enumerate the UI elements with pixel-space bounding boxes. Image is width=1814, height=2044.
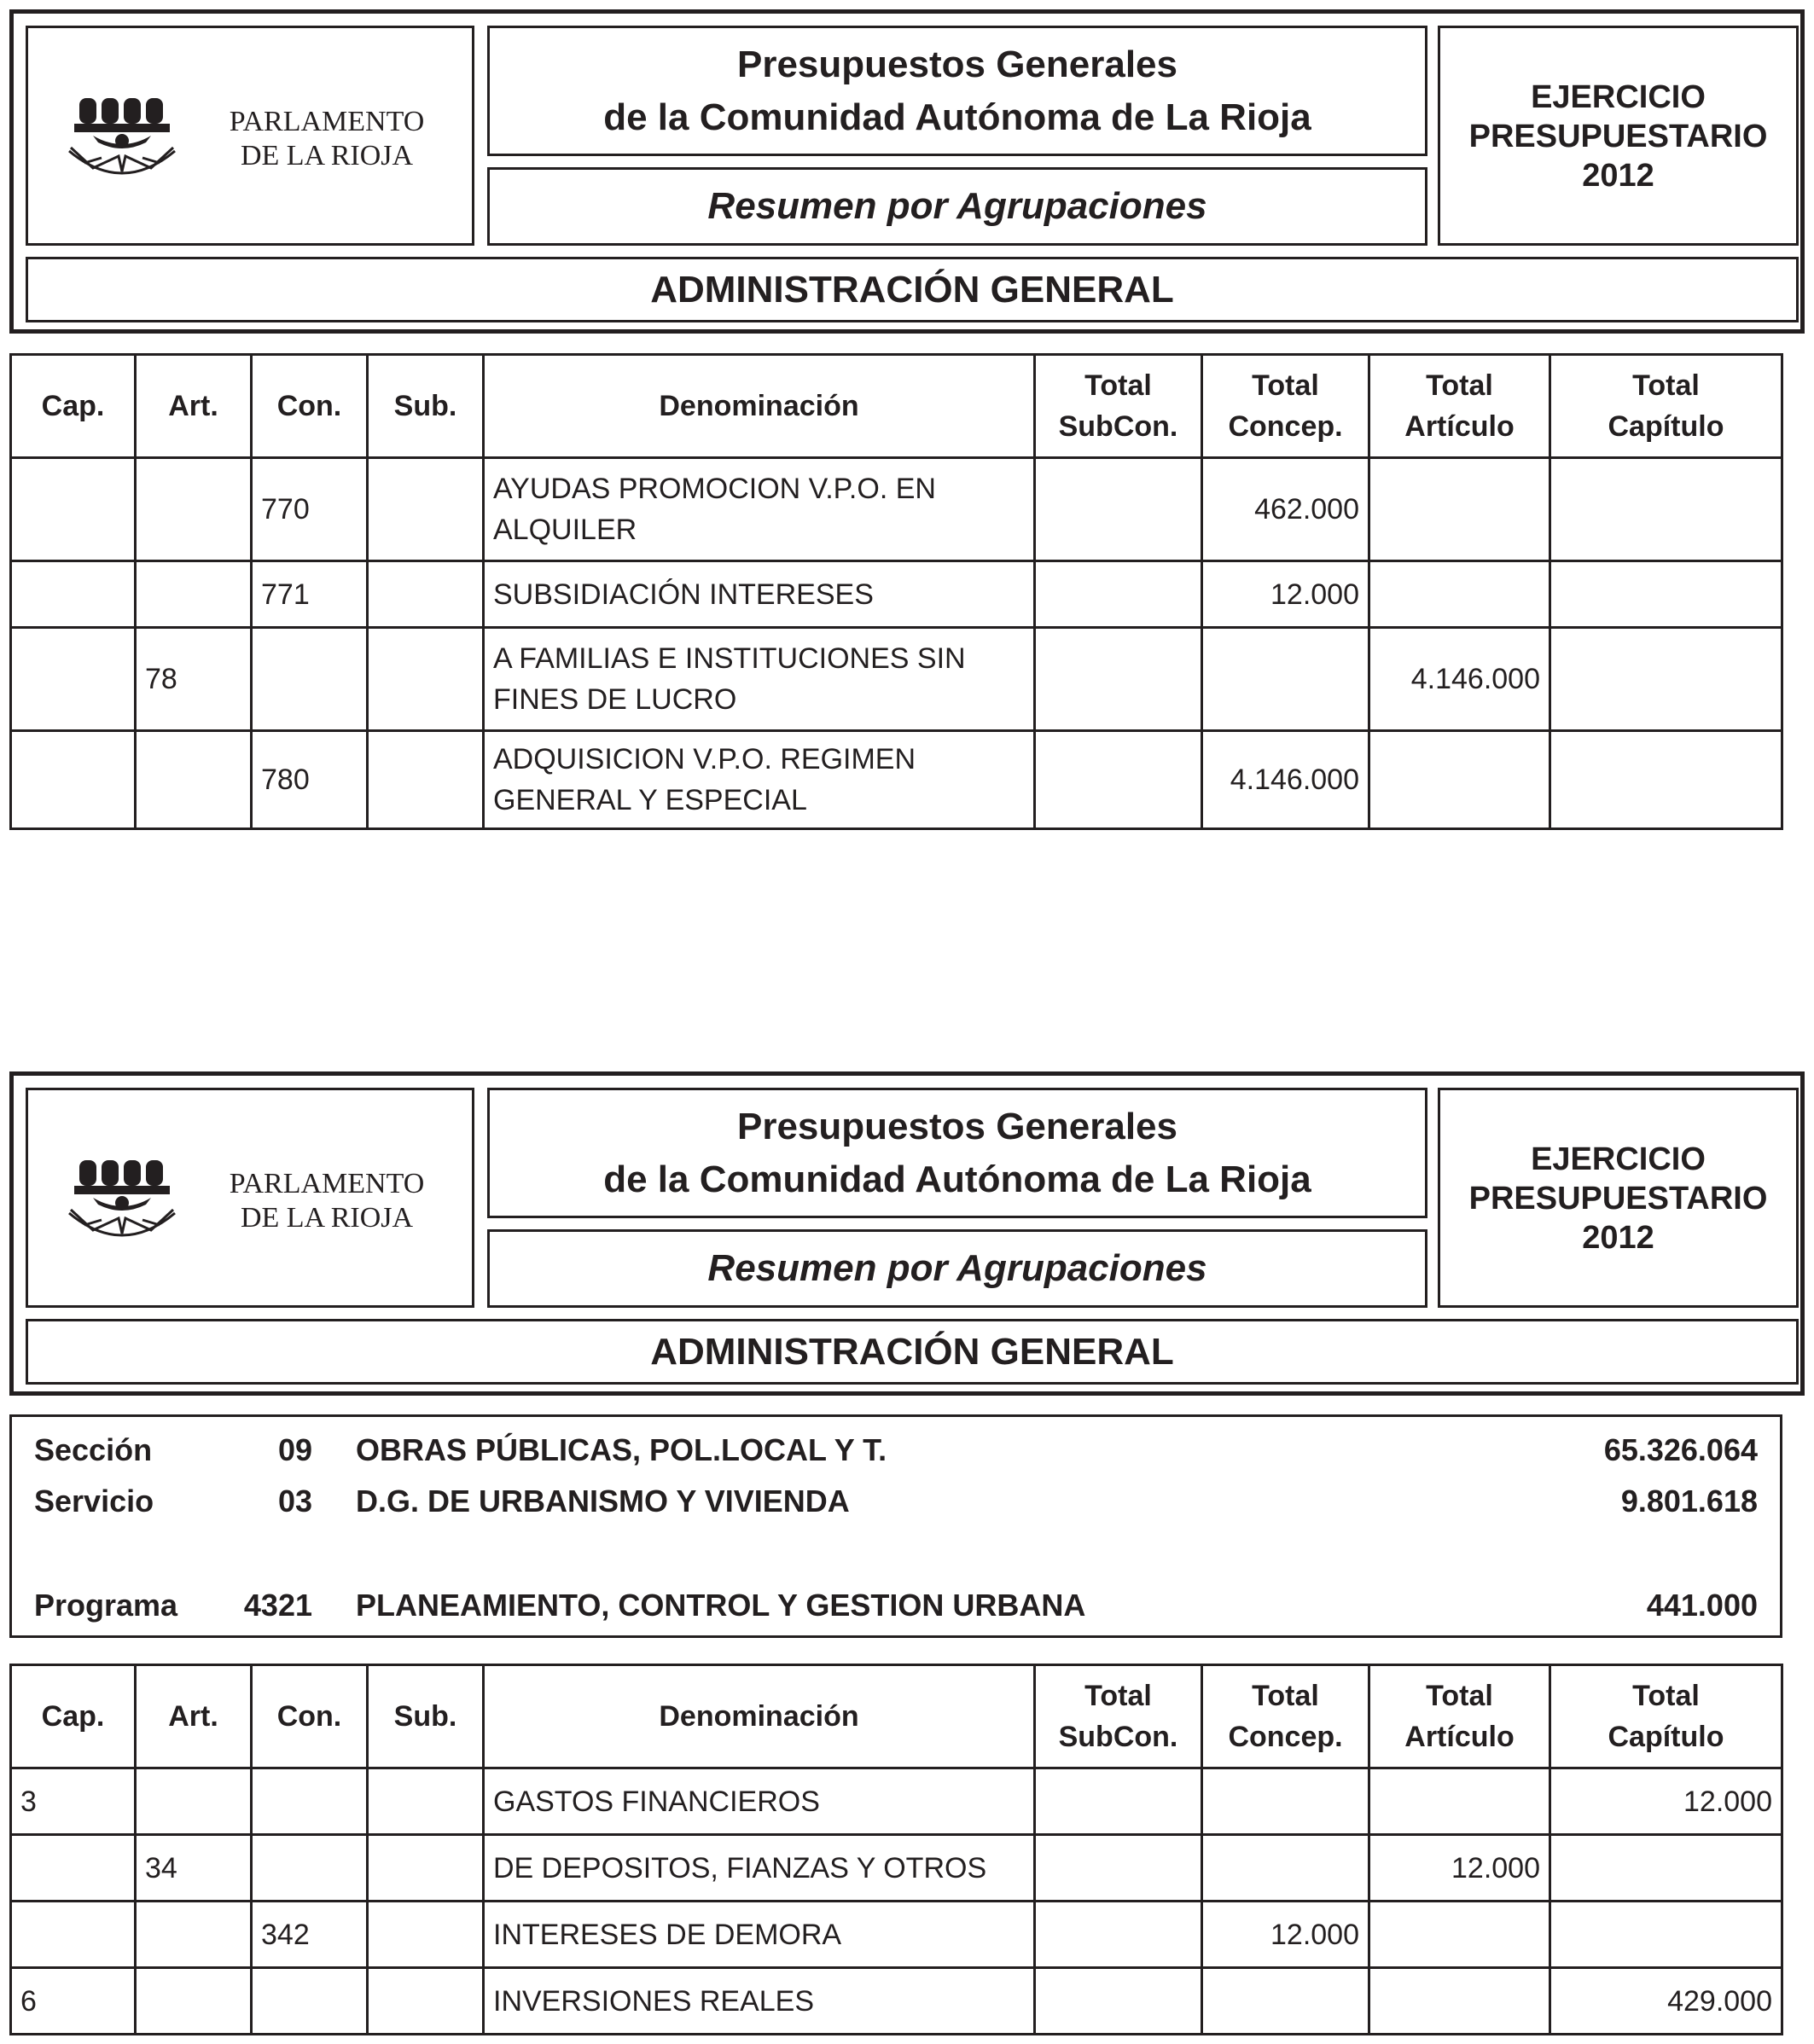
administration-title: ADMINISTRACIÓN GENERAL bbox=[26, 257, 1799, 322]
fiscal-year-panel bbox=[1438, 1088, 1799, 1308]
col-total-capitulo: Total Capítulo bbox=[1550, 1665, 1782, 1768]
table-row bbox=[11, 561, 1782, 628]
servicio-label: Servicio bbox=[34, 1484, 154, 1518]
parliament-name bbox=[216, 1167, 438, 1235]
document-subtitle: Resumen por Agrupaciones bbox=[487, 1229, 1427, 1308]
cell-cap bbox=[11, 731, 136, 829]
servicio-row bbox=[12, 1484, 1780, 1526]
programa-name: PLANEAMIENTO, CONTROL Y GESTION URBANA bbox=[356, 1588, 1086, 1623]
col-denominacion: Denominación bbox=[484, 355, 1035, 458]
seccion-amount: 65.326.064 bbox=[1603, 1432, 1758, 1467]
servicio-name: D.G. DE URBANISMO Y VIVIENDA bbox=[356, 1484, 850, 1518]
cell-sub bbox=[368, 561, 484, 628]
cell-capitulo bbox=[1550, 628, 1782, 731]
parliament-name-line1: PARLAMENTO bbox=[229, 106, 425, 137]
col-total-concep: Total Concep. bbox=[1202, 1665, 1369, 1768]
cell-cap bbox=[11, 1835, 136, 1902]
cell-subcon bbox=[1035, 1902, 1202, 1968]
cell-articulo bbox=[1369, 458, 1550, 561]
title-line1: Presupuestos Generales bbox=[736, 1105, 1177, 1147]
cell-con: 342 bbox=[252, 1902, 368, 1968]
col-art: Art. bbox=[136, 355, 252, 458]
col-total-subcon: Total SubCon. bbox=[1035, 355, 1202, 458]
cell-cap bbox=[11, 561, 136, 628]
col-cap: Cap. bbox=[11, 355, 136, 458]
parliament-name-line1: PARLAMENTO bbox=[229, 1168, 425, 1199]
cell-sub bbox=[368, 458, 484, 561]
cell-concep bbox=[1202, 628, 1369, 731]
title-line2: de la Comunidad Autónoma de La Rioja bbox=[603, 96, 1311, 138]
table-row bbox=[11, 1835, 1782, 1902]
cell-denominacion: INVERSIONES REALES bbox=[484, 1968, 1035, 2035]
seccion-code: 09 bbox=[277, 1432, 312, 1467]
title-line1: Presupuestos Generales bbox=[736, 43, 1177, 85]
cell-sub bbox=[368, 1835, 484, 1902]
cell-articulo: 4.146.000 bbox=[1369, 628, 1550, 731]
cell-art bbox=[136, 1768, 252, 1835]
cell-art bbox=[136, 1968, 252, 2035]
cell-cap: 3 bbox=[11, 1768, 136, 1835]
cell-capitulo bbox=[1550, 731, 1782, 829]
cell-art: 78 bbox=[136, 628, 252, 731]
page-header-2 bbox=[9, 1071, 1805, 1396]
section-summary bbox=[9, 1414, 1782, 1638]
presupuestario-label: PRESUPUESTARIO bbox=[1468, 1181, 1768, 1217]
cell-cap bbox=[11, 628, 136, 731]
cell-articulo: 12.000 bbox=[1369, 1835, 1550, 1902]
cell-con: 780 bbox=[252, 731, 368, 829]
servicio-code: 03 bbox=[277, 1484, 312, 1518]
table-row bbox=[11, 628, 1782, 731]
programa-amount: 441.000 bbox=[1646, 1588, 1758, 1623]
cell-subcon bbox=[1035, 731, 1202, 829]
cell-concep: 12.000 bbox=[1202, 561, 1369, 628]
col-total-capitulo: Total Capítulo bbox=[1550, 355, 1782, 458]
cell-sub bbox=[368, 628, 484, 731]
servicio-amount: 9.801.618 bbox=[1620, 1484, 1758, 1518]
col-con: Con. bbox=[252, 1665, 368, 1768]
cell-sub bbox=[368, 731, 484, 829]
seccion-name: OBRAS PÚBLICAS, POL.LOCAL Y T. bbox=[356, 1432, 887, 1467]
cell-subcon bbox=[1035, 458, 1202, 561]
parliament-name-line2: DE LA RIOJA bbox=[240, 140, 414, 171]
title-line2: de la Comunidad Autónoma de La Rioja bbox=[603, 1158, 1311, 1200]
col-denominacion: Denominación bbox=[484, 1665, 1035, 1768]
budget-table-1 bbox=[9, 353, 1783, 830]
cell-con bbox=[252, 1968, 368, 2035]
cell-concep: 12.000 bbox=[1202, 1902, 1369, 1968]
ejercicio-label: EJERCICIO bbox=[1531, 1141, 1706, 1177]
cell-art bbox=[136, 1902, 252, 1968]
parliament-name-line2: DE LA RIOJA bbox=[240, 1202, 414, 1234]
cell-articulo bbox=[1369, 1768, 1550, 1835]
cell-con: 770 bbox=[252, 458, 368, 561]
cell-capitulo bbox=[1550, 458, 1782, 561]
cell-con bbox=[252, 1768, 368, 1835]
document-title bbox=[487, 1088, 1427, 1218]
table-header-row bbox=[11, 355, 1782, 458]
document-title bbox=[487, 26, 1427, 156]
administration-title: ADMINISTRACIÓN GENERAL bbox=[26, 1319, 1799, 1385]
table-row bbox=[11, 1902, 1782, 1968]
presupuestario-label: PRESUPUESTARIO bbox=[1468, 119, 1768, 154]
col-total-concep: Total Concep. bbox=[1202, 355, 1369, 458]
fiscal-year: 2012 bbox=[1582, 158, 1654, 194]
cell-concep bbox=[1202, 1768, 1369, 1835]
cell-sub bbox=[368, 1768, 484, 1835]
cell-denominacion: ADQUISICION V.P.O. REGIMEN GENERAL Y ESPECIAL bbox=[484, 731, 1035, 829]
cell-art bbox=[136, 458, 252, 561]
cell-concep bbox=[1202, 1968, 1369, 2035]
table-row bbox=[11, 458, 1782, 561]
cell-cap bbox=[11, 1902, 136, 1968]
col-art: Art. bbox=[136, 1665, 252, 1768]
cell-subcon bbox=[1035, 561, 1202, 628]
cell-concep bbox=[1202, 1835, 1369, 1902]
cell-cap: 6 bbox=[20, 1984, 37, 2018]
fiscal-year-panel bbox=[1438, 26, 1799, 246]
cell-denominacion: SUBSIDIACIÓN INTERESES bbox=[484, 561, 1035, 628]
cell-capitulo: 429.000 bbox=[1550, 1968, 1782, 2035]
table-row bbox=[11, 1768, 1782, 1835]
col-sub: Sub. bbox=[368, 355, 484, 458]
cell-denominacion: GASTOS FINANCIEROS bbox=[484, 1768, 1035, 1835]
ejercicio-label: EJERCICIO bbox=[1531, 79, 1706, 115]
cell-denominacion: DE DEPOSITOS, FIANZAS Y OTROS bbox=[484, 1835, 1035, 1902]
cell-sub bbox=[368, 1902, 484, 1968]
col-cap: Cap. bbox=[11, 1665, 136, 1768]
cell-denominacion: AYUDAS PROMOCION V.P.O. EN ALQUILER bbox=[484, 458, 1035, 561]
cell-subcon bbox=[1035, 628, 1202, 731]
col-total-articulo: Total Artículo bbox=[1369, 355, 1550, 458]
cell-subcon bbox=[1035, 1768, 1202, 1835]
cell-art bbox=[136, 731, 252, 829]
cell-sub bbox=[368, 1968, 484, 2035]
programa-code: 4321 bbox=[243, 1588, 312, 1623]
seccion-label: Sección bbox=[34, 1432, 153, 1467]
cell-con: 771 bbox=[252, 561, 368, 628]
cell-articulo bbox=[1369, 731, 1550, 829]
cell-con bbox=[252, 1835, 368, 1902]
cell-art: 34 bbox=[136, 1835, 252, 1902]
cell-capitulo: 12.000 bbox=[1550, 1768, 1782, 1835]
col-total-articulo: Total Artículo bbox=[1369, 1665, 1550, 1768]
cell-art bbox=[136, 561, 252, 628]
cell-cap bbox=[11, 458, 136, 561]
cell-capitulo bbox=[1550, 1902, 1782, 1968]
page-header-1 bbox=[9, 9, 1805, 334]
cell-subcon bbox=[1035, 1835, 1202, 1902]
logo-panel bbox=[26, 26, 474, 246]
parliament-logo-icon bbox=[67, 86, 204, 189]
cell-con bbox=[252, 628, 368, 731]
parliament-logo-icon bbox=[67, 1148, 204, 1251]
cell-denominacion: INTERESES DE DEMORA bbox=[484, 1902, 1035, 1968]
cell-denominacion: A FAMILIAS E INSTITUCIONES SIN FINES DE LUCRO bbox=[484, 628, 1035, 731]
programa-row bbox=[12, 1588, 1780, 1630]
table-row bbox=[11, 731, 1782, 829]
table-header-row bbox=[11, 1665, 1782, 1768]
cell-articulo bbox=[1369, 1902, 1550, 1968]
parliament-name bbox=[216, 105, 438, 173]
budget-table-2 bbox=[9, 1664, 1783, 2035]
cell-capitulo bbox=[1550, 1835, 1782, 1902]
seccion-row bbox=[12, 1432, 1780, 1475]
cell-subcon bbox=[1035, 1968, 1202, 2035]
cell-concep: 462.000 bbox=[1202, 458, 1369, 561]
table-row bbox=[11, 1968, 1782, 2035]
col-total-subcon: Total SubCon. bbox=[1035, 1665, 1202, 1768]
programa-label: Programa bbox=[34, 1588, 178, 1623]
cell-capitulo bbox=[1550, 561, 1782, 628]
col-sub: Sub. bbox=[368, 1665, 484, 1768]
fiscal-year: 2012 bbox=[1582, 1220, 1654, 1256]
cell-articulo bbox=[1369, 1968, 1550, 2035]
cell-articulo bbox=[1369, 561, 1550, 628]
logo-panel bbox=[26, 1088, 474, 1308]
col-con: Con. bbox=[252, 355, 368, 458]
document-subtitle: Resumen por Agrupaciones bbox=[487, 167, 1427, 246]
cell-concep: 4.146.000 bbox=[1202, 731, 1369, 829]
